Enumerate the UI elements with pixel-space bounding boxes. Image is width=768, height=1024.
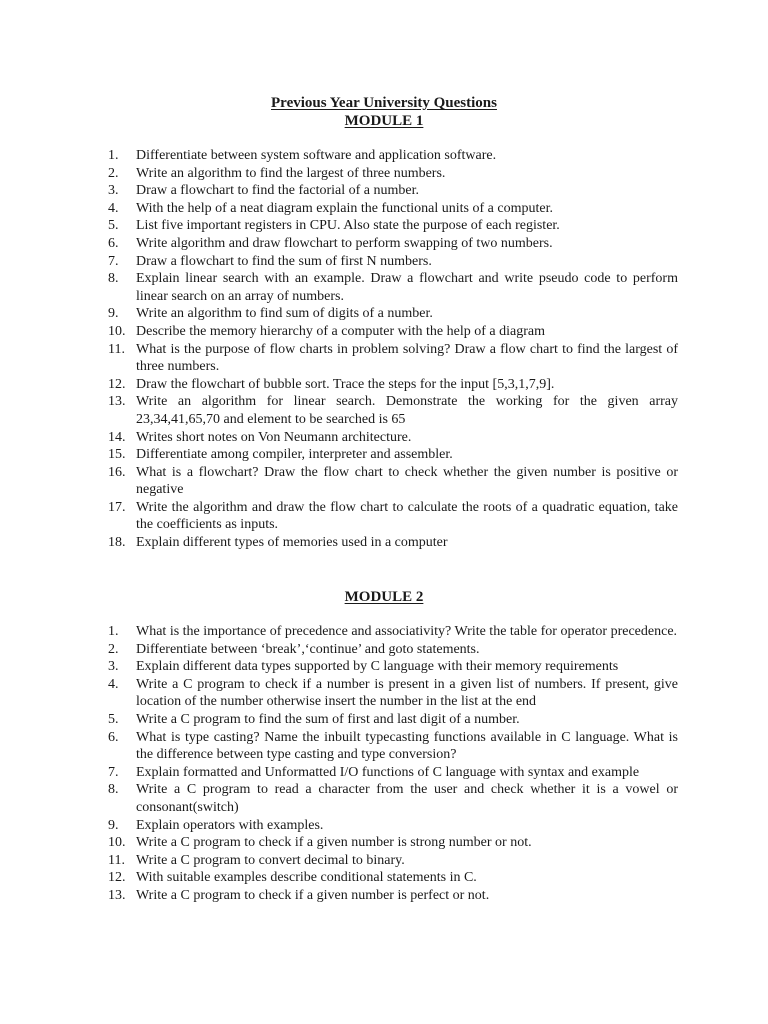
question-item [108, 781, 678, 816]
question-number: 13. [108, 887, 126, 903]
question-text: Explain operators with examples. [136, 817, 324, 833]
question-text: Write an algorithm for linear search. Demonstrate the working for the given array 23,34,41,65,70 and element to be searched is 65 [136, 394, 678, 427]
question-text: What is the importance of precedence and associativity? Write the table for operator precedence. [136, 624, 678, 639]
question-item [108, 341, 678, 376]
question-text: Explain different data types supported by C language with their memory requirements [136, 659, 619, 675]
question-text: What is type casting? Name the inbuilt typecasting functions available in C language. What is the difference between type casting and type conversion? [136, 729, 678, 763]
question-number: 10. [108, 835, 126, 851]
question-item [108, 817, 678, 835]
question-text: Differentiate between system software and application software. [136, 148, 497, 163]
question-text: Explain different types of memories used in a computer [136, 535, 448, 551]
question-item [108, 182, 678, 200]
question-text: Write an algorithm to find sum of digits of a number. [136, 306, 433, 322]
question-item [108, 464, 678, 499]
module-2-heading: MODULE 2 [344, 589, 424, 605]
question-item [108, 323, 678, 341]
question-text: Write a C program to check if a given number is strong number or not. [136, 835, 532, 851]
question-number: 10. [108, 323, 126, 339]
question-item [108, 429, 678, 447]
question-number: 18. [108, 535, 126, 551]
question-number: 6. [108, 729, 119, 745]
question-text: Differentiate between ‘break’,‘continue’ and goto statements. [136, 641, 480, 657]
module-1-question-list [108, 147, 678, 552]
question-item [108, 658, 678, 676]
question-number: 12. [108, 870, 126, 886]
question-item [108, 534, 678, 552]
question-item [108, 253, 678, 271]
question-item [108, 729, 678, 764]
question-number: 9. [108, 817, 119, 833]
question-number: 11. [108, 852, 125, 868]
question-number: 2. [108, 641, 119, 657]
question-item [108, 446, 678, 464]
question-text: What is the purpose of flow charts in problem solving? Draw a flow chart to find the largest of three numbers. [136, 341, 678, 375]
question-item [108, 869, 678, 887]
question-text: Writes short notes on Von Neumann architecture. [136, 429, 412, 445]
question-item [108, 376, 678, 394]
question-text: What is a flowchart? Draw the flow chart to check whether the given number is positive or negative [136, 464, 678, 498]
question-number: 12. [108, 376, 126, 392]
question-number: 4. [108, 676, 119, 692]
module-2-question-list [108, 623, 678, 905]
question-text: Explain formatted and Unformatted I/O functions of C language with syntax and example [136, 764, 640, 780]
question-item [108, 764, 678, 782]
question-text: Describe the memory hierarchy of a computer with the help of a diagram [136, 323, 545, 339]
question-number: 13. [108, 394, 126, 410]
question-text: Explain linear search with an example. Draw a flowchart and write pseudo code to perform linear search on an array of numbers. [136, 271, 678, 304]
document-title: Previous Year University Questions [271, 95, 497, 111]
question-item [108, 499, 678, 534]
question-number: 14. [108, 429, 126, 445]
question-text: Write a C program to check if a given number is perfect or not. [136, 887, 490, 903]
question-number: 1. [108, 624, 119, 639]
question-text: With suitable examples describe conditional statements in C. [136, 870, 477, 886]
question-number: 6. [108, 235, 119, 251]
question-number: 3. [108, 183, 119, 199]
question-item [108, 217, 678, 235]
question-item [108, 305, 678, 323]
question-number: 4. [108, 200, 119, 216]
question-text: Write a C program to read a character from the user and check whether it is a vowel or consonant(switch) [136, 782, 678, 815]
question-number: 15. [108, 447, 126, 463]
question-number: 17. [108, 499, 126, 515]
question-item [108, 393, 678, 428]
question-item [108, 200, 678, 218]
question-text: Write a C program to convert decimal to binary. [136, 852, 405, 868]
question-number: 7. [108, 253, 119, 269]
question-text: With the help of a neat diagram explain the functional units of a computer. [136, 200, 553, 216]
question-text: Write algorithm and draw flowchart to perform swapping of two numbers. [136, 235, 553, 251]
question-text: Differentiate among compiler, interpreter and assembler. [136, 447, 453, 463]
question-number: 9. [108, 306, 119, 322]
question-item [108, 834, 678, 852]
question-item [108, 147, 678, 165]
question-number: 11. [108, 341, 125, 357]
question-item [108, 887, 678, 905]
question-text: List five important registers in CPU. Also state the purpose of each register. [136, 218, 560, 234]
question-number: 2. [108, 165, 119, 181]
question-item [108, 641, 678, 659]
question-number: 8. [108, 271, 119, 287]
question-number: 1. [108, 148, 119, 163]
question-text: Write a C program to find the sum of first and last digit of a number. [136, 711, 520, 727]
question-text: Draw a flowchart to find the factorial of a number. [136, 183, 420, 199]
question-number: 7. [108, 764, 119, 780]
question-item [108, 270, 678, 305]
question-text: Write a C program to check if a number is present in a given list of numbers. If present, give location of the number otherwise insert the number in the list at the end [136, 676, 678, 710]
question-text: Write the algorithm and draw the flow chart to calculate the roots of a quadratic equation, take the coefficients as inputs. [136, 499, 678, 533]
question-item [108, 623, 678, 641]
question-item [108, 711, 678, 729]
question-item [108, 676, 678, 711]
question-text: Draw a flowchart to find the sum of first N numbers. [136, 253, 432, 269]
question-text: Draw the flowchart of bubble sort. Trace the steps for the input [5,3,1,7,9]. [136, 376, 555, 392]
question-number: 8. [108, 782, 119, 798]
question-item [108, 165, 678, 183]
question-item [108, 235, 678, 253]
question-number: 16. [108, 464, 126, 480]
question-item [108, 852, 678, 870]
question-number: 5. [108, 218, 119, 234]
question-number: 3. [108, 659, 119, 675]
question-number: 5. [108, 711, 119, 727]
question-text: Write an algorithm to find the largest of three numbers. [136, 165, 446, 181]
module-1-heading: MODULE 1 [344, 113, 424, 129]
